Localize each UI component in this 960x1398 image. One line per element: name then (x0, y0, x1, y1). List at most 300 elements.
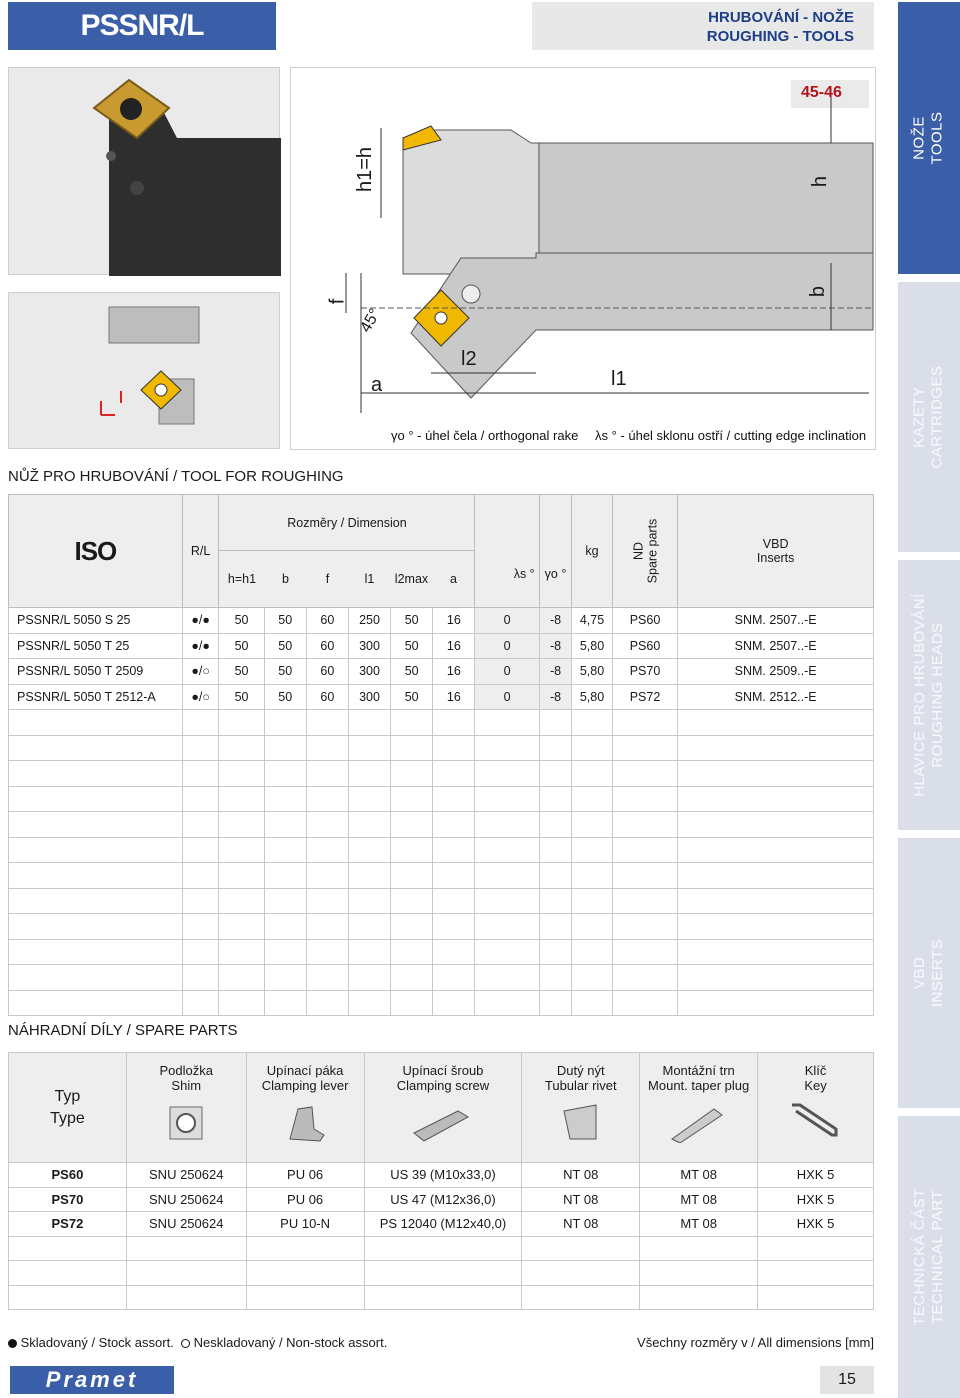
spec-empty-cell (678, 786, 874, 812)
spare-empty-cell (758, 1261, 874, 1286)
spare-empty-row (9, 1285, 874, 1310)
hand-diagram-graphic (9, 293, 281, 450)
spec-empty-cell (612, 888, 678, 914)
spec-empty-cell (391, 863, 433, 889)
tubular-rivet-icon (556, 1099, 606, 1143)
spec-empty-cell (348, 888, 390, 914)
page-number: 15 (820, 1366, 874, 1394)
spec-empty-cell (612, 939, 678, 965)
col-rivet (522, 1053, 640, 1163)
spec-empty-cell (9, 863, 183, 889)
spec-cell-lambda: 0 (475, 684, 539, 710)
col-screw (364, 1053, 522, 1163)
spec-empty-cell (9, 812, 183, 838)
spec-empty-cell (306, 863, 348, 889)
spec-empty-cell (182, 812, 219, 838)
spec-empty-cell (433, 914, 475, 940)
spec-empty-cell (539, 786, 572, 812)
spec-cell-rl: ●/○ (182, 684, 219, 710)
spare-empty-cell (246, 1285, 364, 1310)
spec-empty-cell (572, 812, 612, 838)
spec-empty-cell (475, 837, 539, 863)
spec-empty-cell (612, 761, 678, 787)
nonstock-legend-text: Neskladovaný / Non-stock assort. (193, 1335, 388, 1350)
spec-empty-row (9, 888, 874, 914)
tab-heads-label-en: ROUGHING HEADS (929, 622, 947, 768)
spec-empty-cell (264, 812, 306, 838)
tab-heads-label: HLAVICE PRO HRUBOVÁNÍ (911, 593, 929, 797)
spec-cell-l1: 300 (348, 684, 390, 710)
tab-cartridges-label-en: CARTRIDGES (929, 365, 947, 469)
spec-empty-cell (391, 914, 433, 940)
spec-empty-cell (306, 786, 348, 812)
col-key (758, 1053, 874, 1163)
spec-empty-cell (182, 837, 219, 863)
spec-empty-cell (264, 863, 306, 889)
spec-cell-l1: 300 (348, 659, 390, 685)
spec-empty-cell (9, 965, 183, 991)
tab-tools-label-en: TOOLS (928, 111, 946, 165)
spec-empty-cell (9, 914, 183, 940)
col-a: a (449, 572, 457, 586)
spec-empty-cell (572, 888, 612, 914)
spec-empty-cell (572, 710, 612, 736)
spec-empty-cell (9, 735, 183, 761)
col-key-label-en: Key (804, 1078, 827, 1093)
spec-cell-h: 50 (219, 608, 264, 634)
dim-a-label: a (371, 374, 383, 396)
spec-empty-row (9, 965, 874, 991)
angle-label: 45° (357, 306, 385, 336)
col-plug-label: Montážní trn (662, 1063, 735, 1078)
spec-cell-kg: 4,75 (572, 608, 612, 634)
clamping-screw-icon (408, 1099, 478, 1143)
spec-empty-cell (306, 939, 348, 965)
spare-cell-screw: US 47 (M12x36,0) (364, 1187, 522, 1212)
spec-empty-cell (433, 735, 475, 761)
tool-photo-graphic (9, 68, 281, 276)
spec-empty-cell (572, 735, 612, 761)
stock-dot-icon (8, 1339, 17, 1348)
spec-empty-cell (539, 965, 572, 991)
spec-empty-cell (433, 786, 475, 812)
section-title: NŮŽ PRO HRUBOVÁNÍ / TOOL FOR ROUGHING (8, 468, 344, 485)
spec-empty-cell (572, 965, 612, 991)
spec-empty-cell (475, 786, 539, 812)
brand-logo: Pramet (10, 1366, 174, 1394)
spec-empty-cell (264, 914, 306, 940)
spec-empty-cell (678, 939, 874, 965)
spec-empty-cell (264, 710, 306, 736)
spec-empty-cell (572, 761, 612, 787)
spec-empty-cell (9, 710, 183, 736)
spec-empty-cell (182, 786, 219, 812)
spec-cell-h: 50 (219, 633, 264, 659)
col-vbd (678, 495, 874, 608)
spec-empty-cell (219, 990, 264, 1016)
col-lever-label-en: Clamping lever (261, 1078, 349, 1093)
spec-empty-cell (306, 888, 348, 914)
legend-lambda: λs ° - úhel sklonu ostří / cutting edge inclination (595, 428, 867, 443)
tab-inserts[interactable] (898, 838, 960, 1108)
spec-empty-cell (475, 812, 539, 838)
spec-empty-cell (264, 965, 306, 991)
spec-empty-cell (433, 837, 475, 863)
dimension-group-label: Rozměry / Dimension (219, 495, 474, 551)
spec-empty-cell (264, 761, 306, 787)
spec-empty-cell (391, 939, 433, 965)
spec-empty-cell (219, 761, 264, 787)
spec-cell-f: 60 (306, 633, 348, 659)
spare-empty-cell (640, 1285, 758, 1310)
tab-technical-label-en: TECHNICAL PART (929, 1189, 947, 1325)
spec-empty-cell (182, 939, 219, 965)
spec-cell-b: 50 (264, 633, 306, 659)
spec-empty-cell (182, 761, 219, 787)
spec-empty-cell (264, 786, 306, 812)
spec-empty-cell (433, 990, 475, 1016)
tab-roughing-heads[interactable] (898, 560, 960, 830)
spec-empty-cell (433, 812, 475, 838)
spec-empty-cell (678, 914, 874, 940)
spec-empty-cell (612, 786, 678, 812)
spec-empty-cell (678, 837, 874, 863)
col-key-label: Klíč (804, 1063, 827, 1078)
spare-cell-shim: SNU 250624 (126, 1212, 246, 1237)
spec-cell-kg: 5,80 (572, 633, 612, 659)
spec-empty-cell (475, 710, 539, 736)
spec-row (9, 659, 874, 685)
spec-empty-cell (348, 837, 390, 863)
spec-empty-cell (182, 965, 219, 991)
spec-cell-f: 60 (306, 659, 348, 685)
spec-empty-cell (182, 888, 219, 914)
tab-cartridges[interactable] (898, 282, 960, 552)
stock-legend-text: Skladovaný / Stock assort. (20, 1335, 174, 1350)
spec-cell-b: 50 (264, 684, 306, 710)
col-rl: R/L (182, 495, 219, 608)
tool-photo (8, 67, 280, 275)
dimensions-note: Všechny rozměry v / All dimensions [mm] (637, 1335, 874, 1350)
col-vbd-label-en: Inserts (756, 551, 795, 565)
spec-cell-l1: 300 (348, 633, 390, 659)
spare-empty-cell (364, 1236, 522, 1261)
col-kg: kg (572, 495, 612, 608)
spec-cell-vbd: SNM. 2512..-E (678, 684, 874, 710)
spare-empty-cell (758, 1285, 874, 1310)
spare-cell-key: HXK 5 (758, 1212, 874, 1237)
spec-empty-cell (433, 965, 475, 991)
category-header (532, 2, 874, 50)
spec-cell-gamma: -8 (539, 659, 572, 685)
spec-empty-cell (475, 914, 539, 940)
spec-empty-cell (264, 735, 306, 761)
taper-plug-icon (664, 1099, 734, 1143)
spec-empty-cell (572, 863, 612, 889)
dim-l1-label: l1 (611, 368, 627, 390)
col-screw-label: Upínací šroub (402, 1063, 484, 1078)
spec-cell-nd: PS72 (612, 684, 678, 710)
spare-empty-row (9, 1236, 874, 1261)
spare-empty-cell (126, 1236, 246, 1261)
spec-empty-cell (539, 914, 572, 940)
spec-empty-cell (182, 990, 219, 1016)
col-f: f (325, 572, 330, 586)
spec-empty-cell (391, 761, 433, 787)
hex-key-icon (786, 1099, 846, 1143)
spec-empty-cell (539, 837, 572, 863)
col-rivet-label-en: Tubular rivet (544, 1078, 617, 1093)
col-shim-label-en: Shim (171, 1078, 202, 1093)
spec-empty-cell (9, 786, 183, 812)
spec-empty-cell (264, 939, 306, 965)
spec-cell-a: 16 (433, 684, 475, 710)
spec-empty-cell (306, 837, 348, 863)
spec-cell-a: 16 (433, 659, 475, 685)
spec-empty-cell (391, 812, 433, 838)
spec-empty-cell (391, 710, 433, 736)
col-vbd-label: VBD (762, 537, 789, 551)
col-nd-label: ND (630, 541, 645, 561)
spec-empty-row (9, 786, 874, 812)
spare-cell-screw: US 39 (M10x33,0) (364, 1163, 522, 1188)
col-gamma: γo ° (539, 495, 572, 608)
spec-cell-b: 50 (264, 659, 306, 685)
spec-cell-rl: ●/● (182, 608, 219, 634)
dim-h-label: h (809, 175, 832, 188)
spec-empty-cell (306, 735, 348, 761)
spec-empty-cell (219, 786, 264, 812)
spec-empty-cell (475, 939, 539, 965)
spec-cell-rl: ●/● (182, 633, 219, 659)
shim-icon (166, 1103, 206, 1143)
spec-empty-cell (678, 888, 874, 914)
col-shim-label: Podložka (159, 1063, 213, 1078)
spec-cell-lambda: 0 (475, 608, 539, 634)
spec-empty-cell (572, 939, 612, 965)
spec-empty-row (9, 735, 874, 761)
spare-cell-plug: MT 08 (640, 1212, 758, 1237)
spec-cell-nd: PS70 (612, 659, 678, 685)
spare-cell-rivet: NT 08 (522, 1187, 640, 1212)
spec-empty-row (9, 914, 874, 940)
spec-empty-cell (678, 990, 874, 1016)
spec-empty-cell (219, 939, 264, 965)
col-type-label-en: Type (50, 1109, 85, 1127)
spec-empty-cell (572, 837, 612, 863)
spec-empty-cell (9, 939, 183, 965)
spec-empty-cell (264, 888, 306, 914)
spec-empty-cell (306, 965, 348, 991)
spec-empty-cell (433, 888, 475, 914)
col-nd-label-en: Spare parts (644, 518, 659, 584)
col-l2: l2max (394, 572, 429, 586)
spec-empty-cell (391, 786, 433, 812)
spec-empty-cell (219, 710, 264, 736)
spec-empty-cell (9, 990, 183, 1016)
spec-empty-cell (391, 965, 433, 991)
spec-cell-f: 60 (306, 608, 348, 634)
spec-cell-gamma: -8 (539, 608, 572, 634)
spec-cell-kg: 5,80 (572, 684, 612, 710)
spec-row (9, 608, 874, 634)
spare-empty-cell (364, 1285, 522, 1310)
spec-empty-cell (348, 786, 390, 812)
spec-empty-cell (348, 939, 390, 965)
spare-empty-cell (9, 1236, 127, 1261)
tab-tools-label: NOŽE (910, 116, 928, 160)
spec-empty-cell (539, 990, 572, 1016)
category-line-1: HRUBOVÁNÍ - NOŽE (708, 9, 854, 26)
spare-empty-cell (522, 1236, 640, 1261)
spec-empty-row (9, 837, 874, 863)
spare-empty-cell (522, 1285, 640, 1310)
dim-h1-label: h1=h (354, 146, 377, 193)
spec-empty-cell (612, 863, 678, 889)
spec-empty-cell (306, 710, 348, 736)
col-b: b (281, 572, 289, 586)
spec-empty-row (9, 863, 874, 889)
spare-empty-cell (758, 1236, 874, 1261)
spec-empty-cell (348, 990, 390, 1016)
spec-empty-cell (306, 761, 348, 787)
spec-cell-l2: 50 (391, 684, 433, 710)
spec-cell-vbd: SNM. 2507..-E (678, 633, 874, 659)
spec-empty-cell (539, 710, 572, 736)
spec-cell-l2: 50 (391, 659, 433, 685)
spec-cell-gamma: -8 (539, 684, 572, 710)
spec-empty-cell (433, 761, 475, 787)
clamping-lever-icon (280, 1099, 330, 1143)
col-lever (246, 1053, 364, 1163)
spec-empty-cell (572, 990, 612, 1016)
spec-empty-cell (219, 863, 264, 889)
col-shim (126, 1053, 246, 1163)
spare-table (8, 1052, 874, 1310)
spec-cell-b: 50 (264, 608, 306, 634)
spec-empty-cell (219, 914, 264, 940)
spare-title: NÁHRADNÍ DÍLY / SPARE PARTS (8, 1022, 238, 1039)
spec-cell-h: 50 (219, 659, 264, 685)
nonstock-ring-icon (181, 1339, 190, 1348)
tab-tools[interactable] (898, 2, 960, 274)
spec-empty-cell (348, 965, 390, 991)
col-type (9, 1053, 127, 1163)
spec-empty-cell (391, 990, 433, 1016)
spec-empty-cell (264, 990, 306, 1016)
spec-empty-cell (539, 812, 572, 838)
spec-empty-cell (612, 812, 678, 838)
spec-cell-gamma: -8 (539, 633, 572, 659)
col-lambda: λs ° (475, 495, 539, 608)
spec-cell-l2: 50 (391, 633, 433, 659)
spare-cell-lever: PU 06 (246, 1163, 364, 1188)
tab-technical-label: TECHNICKÁ ČÁST (911, 1188, 929, 1326)
spec-empty-cell (612, 990, 678, 1016)
spec-cell-lambda: 0 (475, 659, 539, 685)
spare-empty-cell (126, 1285, 246, 1310)
spec-empty-cell (433, 863, 475, 889)
spare-cell-key: HXK 5 (758, 1187, 874, 1212)
spare-empty-cell (522, 1261, 640, 1286)
spare-cell-shim: SNU 250624 (126, 1187, 246, 1212)
spare-empty-cell (364, 1261, 522, 1286)
tab-technical-part[interactable] (898, 1116, 960, 1398)
spare-empty-cell (640, 1236, 758, 1261)
spare-empty-cell (9, 1261, 127, 1286)
spec-cell-code: PSSNR/L 5050 T 2509 (9, 659, 183, 685)
spec-cell-rl: ●/○ (182, 659, 219, 685)
spare-cell-type: PS72 (9, 1212, 127, 1237)
page-reference[interactable]: 45-46 (801, 84, 842, 101)
spec-cell-nd: PS60 (612, 608, 678, 634)
spec-empty-cell (678, 965, 874, 991)
spec-empty-cell (612, 837, 678, 863)
spare-empty-cell (640, 1261, 758, 1286)
spec-empty-cell (348, 863, 390, 889)
spare-empty-cell (126, 1261, 246, 1286)
spec-empty-cell (678, 863, 874, 889)
spec-empty-cell (391, 888, 433, 914)
spec-empty-cell (539, 939, 572, 965)
spare-cell-type: PS60 (9, 1163, 127, 1188)
spec-row (9, 684, 874, 710)
spec-empty-cell (475, 761, 539, 787)
dim-b-label: b (807, 285, 830, 298)
spec-empty-cell (306, 914, 348, 940)
spare-cell-plug: MT 08 (640, 1163, 758, 1188)
spec-empty-cell (219, 965, 264, 991)
spec-empty-cell (306, 812, 348, 838)
spare-empty-row (9, 1261, 874, 1286)
col-iso: ISO (9, 495, 183, 608)
col-plug (640, 1053, 758, 1163)
spec-cell-vbd: SNM. 2509..-E (678, 659, 874, 685)
spec-cell-l2: 50 (391, 608, 433, 634)
spec-empty-cell (539, 735, 572, 761)
spec-empty-cell (475, 735, 539, 761)
col-nd (612, 495, 678, 608)
col-h: h=h1 (227, 572, 257, 586)
spec-empty-cell (572, 786, 612, 812)
col-rivet-label: Dutý nýt (556, 1063, 605, 1078)
spare-row (9, 1212, 874, 1237)
spec-empty-row (9, 939, 874, 965)
spec-empty-cell (433, 710, 475, 736)
dim-l2-label: l2 (461, 348, 477, 370)
spec-row (9, 633, 874, 659)
spec-empty-cell (475, 888, 539, 914)
spec-empty-cell (539, 888, 572, 914)
technical-drawing (290, 67, 876, 450)
col-l1: l1 (364, 572, 375, 586)
spec-empty-cell (9, 837, 183, 863)
spare-cell-rivet: NT 08 (522, 1212, 640, 1237)
spec-cell-vbd: SNM. 2507..-E (678, 608, 874, 634)
spec-empty-cell (348, 812, 390, 838)
spare-cell-type: PS70 (9, 1187, 127, 1212)
spec-cell-a: 16 (433, 633, 475, 659)
spec-empty-cell (182, 735, 219, 761)
spec-empty-cell (9, 888, 183, 914)
spec-empty-cell (572, 914, 612, 940)
spec-empty-cell (678, 735, 874, 761)
spec-empty-cell (219, 837, 264, 863)
spec-empty-cell (612, 710, 678, 736)
spec-empty-cell (678, 812, 874, 838)
spare-empty-cell (246, 1236, 364, 1261)
spec-empty-cell (391, 837, 433, 863)
